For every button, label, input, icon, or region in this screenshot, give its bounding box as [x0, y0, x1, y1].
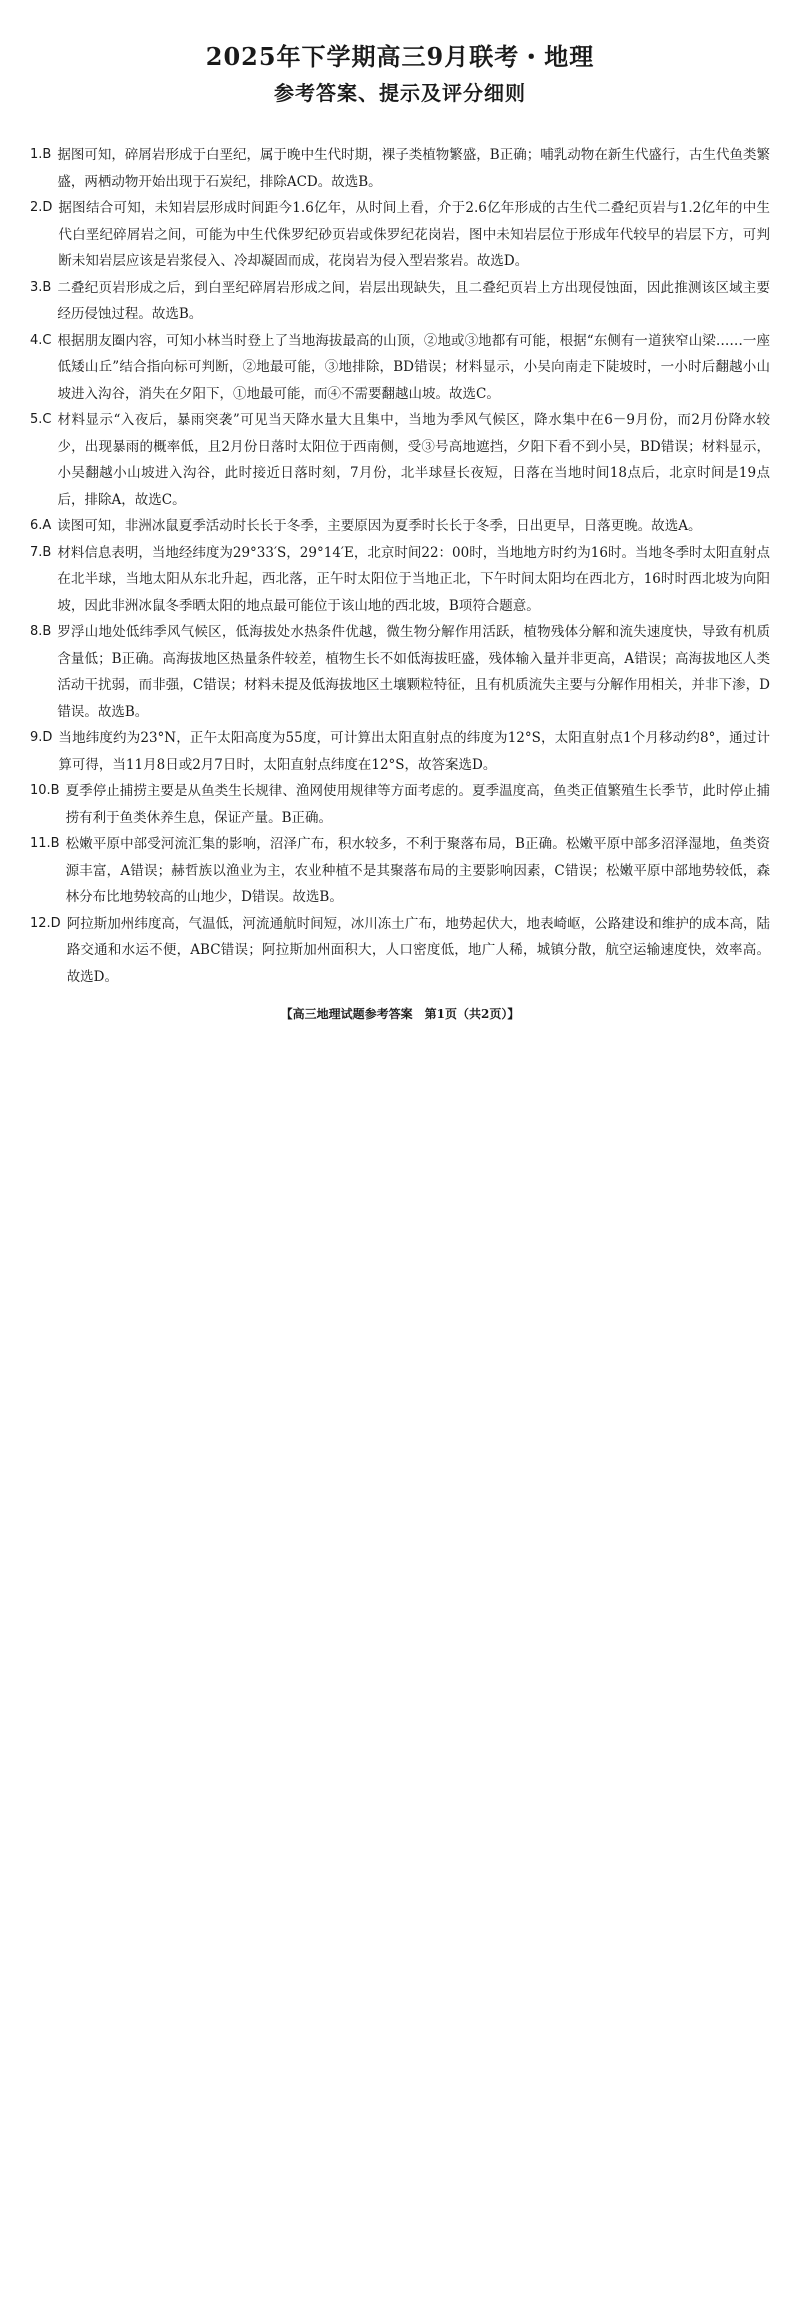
answer-number: 9.D: [30, 730, 53, 745]
answer-explanation: 材料信息表明，当地经纬度为29°33′S，29°14′E，北京时间22：00时，当地地方时约为16时。当地冬季时太阳直射点在北半球，当地太阳从东北升起，西北落，正午时太阳位于当地正北，下午时间太阳均在西北方，16时时西北坡为向阳坡，因此非洲冰鼠冬季晒太阳的地点最可能位于该山地的西北坡，B项符合题意。: [57, 544, 770, 614]
answer-number: 3.B: [30, 279, 52, 295]
answer-explanation: 阿拉斯加州纬度高，气温低，河流通航时间短，冰川冻土广布，地势起伏大，地表崎岖，公路建设和维护的成本高，陆路交通和水运不便，ABC错误；阿拉斯加州面积大，人口密度低，地广人稀，城镇分散，航空运输速度快，效率高。故选D。: [66, 915, 770, 985]
answer-number: 10.B: [30, 783, 60, 798]
answer-item: [30, 911, 770, 991]
answer-item: [30, 831, 770, 911]
answer-explanation: 据图可知，碎屑岩形成于白垩纪，属于晚中生代时期，裸子类植物繁盛，B正确；哺乳动物在新生代盛行，古生代鱼类繁盛，两栖动物开始出现于石炭纪，排除ACD。故选B。: [57, 147, 770, 190]
answer-number: 6.A: [30, 518, 52, 533]
answer-item: [30, 540, 770, 620]
answer-explanation: 据图结合可知，未知岩层形成时间距今1.6亿年，从时间上看，介于2.6亿年形成的古生代二叠纪页岩与1.2亿年的中生代白垩纪碎屑岩之间，可能为中生代侏罗纪砂页岩或侏罗纪花岗岩，图中未知岩层位于形成年代较早的岩层下方，可判断未知岩层应该是岩浆侵入、冷却凝固而成，花岗岩为侵入型岩浆岩。故选D。: [58, 200, 770, 269]
answer-explanation: 夏季停止捕捞主要是从鱼类生长规律、渔网使用规律等方面考虑的。夏季温度高，鱼类正值繁殖生长季节，此时停止捕捞有利于鱼类休养生息，保证产量。B正确。: [65, 783, 770, 826]
answer-item: [30, 407, 770, 513]
answer-item: [30, 328, 770, 408]
answer-number: 7.B: [30, 544, 52, 560]
answer-item: [30, 778, 770, 831]
answer-list: [30, 142, 770, 990]
page-title: 2025年下学期高三9月联考・地理: [205, 42, 595, 71]
answer-explanation: 读图可知，非洲冰鼠夏季活动时长长于冬季，主要原因为夏季时长长于冬季，日出更早，日落更晚。故选A。: [57, 518, 702, 534]
answer-number: 4.C: [30, 332, 52, 348]
answer-number: 8.B: [30, 624, 52, 639]
page-subtitle: 参考答案、提示及评分细则: [274, 81, 526, 105]
answer-item: [30, 275, 770, 328]
answer-number: 1.B: [30, 147, 52, 162]
answer-explanation: 松嫩平原中部受河流汇集的影响，沼泽广布，积水较多，不利于聚落布局，B正确。松嫩平原中部多沼泽湿地，鱼类资源丰富，A错误；赫哲族以渔业为主，农业种植不是其聚落布局的主要影响因素，C错误；松嫩平原中部地势较低，森林分布比地势较高的山地少，D错误。故选B。: [65, 836, 770, 905]
answer-item: [30, 142, 770, 195]
answer-number: 11.B: [30, 836, 60, 851]
answer-number: 2.D: [30, 200, 53, 215]
answer-item: [30, 725, 770, 778]
answer-number: 12.D: [30, 915, 61, 931]
answer-explanation: 罗浮山地处低纬季风气候区，低海拔处水热条件优越，微生物分解作用活跃，植物残体分解和流失速度快，导致有机质含量低；B正确。高海拔地区热量条件较差，植物生长不如低海拔旺盛，残体输入量并非更高，A错误；高海拔地区人类活动干扰弱，而非强，C错误；材料未提及低海拔地区土壤颗粒特征，且有机质流失主要与分解作用相关，并非下渗，D错误。故选B。: [57, 624, 770, 720]
answer-item: [30, 619, 770, 725]
answer-number: 5.C: [30, 412, 52, 427]
answer-explanation: 根据朋友圈内容，可知小林当时登上了当地海拔最高的山顶，②地或③地都有可能，根据“东侧有一道狭窄山梁……一座低矮山丘”结合指向标可判断，②地最可能，③地排除，BD错误；材料显示，小吴向南走下陡坡时，一小时后翻越小山坡进入沟谷，消失在夕阳下，①地最可能，而④不需要翻越山坡。故选C。: [57, 332, 770, 402]
answer-item: [30, 513, 770, 540]
answer-explanation: 材料显示“入夜后，暴雨突袭”可见当天降水量大且集中，当地为季风气候区，降水集中在6－9月份，而2月份降水较少，出现暴雨的概率低，且2月份日落时太阳位于西南侧，受③号高地遮挡，夕阳下看不到小吴，BD错误；材料显示，小吴翻越小山坡进入沟谷，此时接近日落时刻，7月份，北半球昼长夜短，日落在当地时间18点后，北京时间是19点后，排除A，故选C。: [57, 412, 770, 508]
page-footer: 【高三地理试题参考答案 第1页（共2页）】: [280, 1007, 520, 1021]
answer-explanation: 二叠纪页岩形成之后，到白垩纪碎屑岩形成之间，岩层出现缺失，且二叠纪页岩上方出现侵蚀面，因此推测该区域主要经历侵蚀过程。故选B。: [57, 279, 770, 322]
answer-explanation: 当地纬度约为23°N，正午太阳高度为55度，可计算出太阳直射点的纬度为12°S，太阳直射点1个月移动约8°，通过计算可得，当11月8日或2月7日时，太阳直射点纬度在12°S，故答案选D。: [58, 730, 770, 773]
answer-item: [30, 195, 770, 275]
